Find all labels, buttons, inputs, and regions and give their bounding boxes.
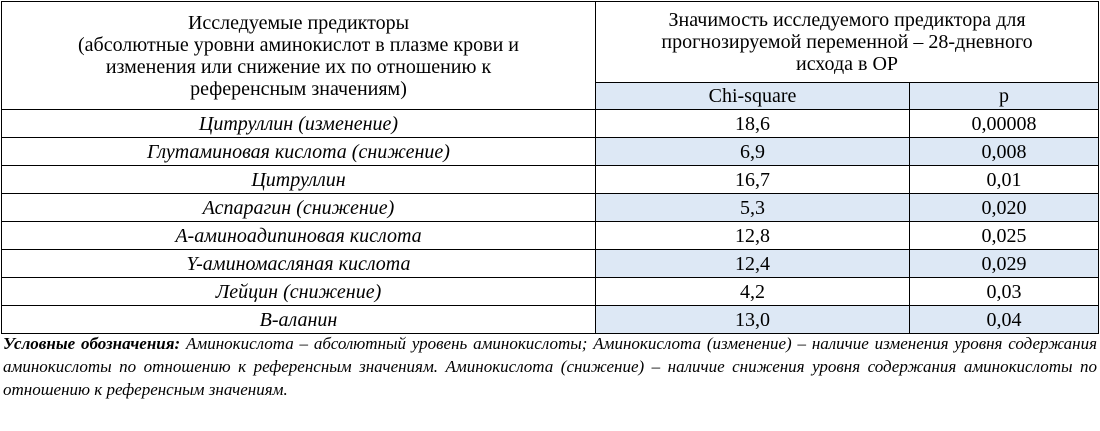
p-value-cell: 0,008 xyxy=(910,138,1099,166)
chi-square-cell: 4,2 xyxy=(596,278,910,306)
p-value-cell: 0,00008 xyxy=(910,110,1099,138)
p-value-cell: 0,020 xyxy=(910,194,1099,222)
p-value-cell: 0,025 xyxy=(910,222,1099,250)
predictor-significance-table xyxy=(1,1,1099,334)
chi-square-cell: 12,8 xyxy=(596,222,910,250)
header-predictors-line: Исследуемые предикторы xyxy=(187,11,410,34)
table-row xyxy=(2,194,1099,222)
column-header-chi-square: Chi-square xyxy=(596,83,910,110)
table-row xyxy=(2,138,1099,166)
chi-square-cell: 5,3 xyxy=(596,194,910,222)
table-row xyxy=(2,306,1099,334)
predictor-cell: Лейцин (снижение) xyxy=(2,278,596,306)
header-significance xyxy=(596,2,1099,83)
predictor-cell: Цитруллин xyxy=(2,166,596,194)
table-row xyxy=(2,110,1099,138)
chi-square-cell: 12,4 xyxy=(596,250,910,278)
p-value-cell: 0,01 xyxy=(910,166,1099,194)
chi-square-cell: 6,9 xyxy=(596,138,910,166)
table-row xyxy=(2,250,1099,278)
predictor-cell: Цитруллин (изменение) xyxy=(2,110,596,138)
header-predictors-line: изменения или снижение их по отношению к xyxy=(105,55,492,78)
predictor-cell: А-аминоадипиновая кислота xyxy=(2,222,596,250)
legend-label: Условные обозначения: xyxy=(3,334,181,353)
chi-square-cell: 18,6 xyxy=(596,110,910,138)
table-row xyxy=(2,222,1099,250)
p-value-cell: 0,029 xyxy=(910,250,1099,278)
table-row xyxy=(2,166,1099,194)
header-significance-line: Значимость исследуемого предиктора для xyxy=(668,9,1026,31)
chi-square-cell: 16,7 xyxy=(596,166,910,194)
header-predictors-line: (абсолютные уровни аминокислот в плазме крови и xyxy=(77,33,519,56)
header-predictors xyxy=(2,2,596,110)
chi-square-cell: 13,0 xyxy=(596,306,910,334)
predictor-cell: Глутаминовая кислота (снижение) xyxy=(2,138,596,166)
table-legend xyxy=(3,332,1097,401)
column-header-p: p xyxy=(910,83,1099,110)
table-row xyxy=(2,278,1099,306)
legend-text: Аминокислота – абсолютный уровень аминокислоты; Аминокислота (изменение) – наличие изменения уровня содержания аминокислоты по отношению к референсным значениям. Аминокислота (снижение) – наличие снижения уровня содержания аминокислоты по отношению к референсным значениям. xyxy=(3,334,1097,399)
header-significance-line: прогнозируемой переменной – 28-дневного xyxy=(661,31,1033,53)
predictor-cell: Υ-аминомасляная кислота xyxy=(2,250,596,278)
predictor-cell: В-аланин xyxy=(2,306,596,334)
p-value-cell: 0,04 xyxy=(910,306,1099,334)
predictor-cell: Аспарагин (снижение) xyxy=(2,194,596,222)
header-predictors-line: референсным значениям) xyxy=(190,77,407,100)
header-significance-line: исхода в ОР xyxy=(795,53,899,75)
p-value-cell: 0,03 xyxy=(910,278,1099,306)
